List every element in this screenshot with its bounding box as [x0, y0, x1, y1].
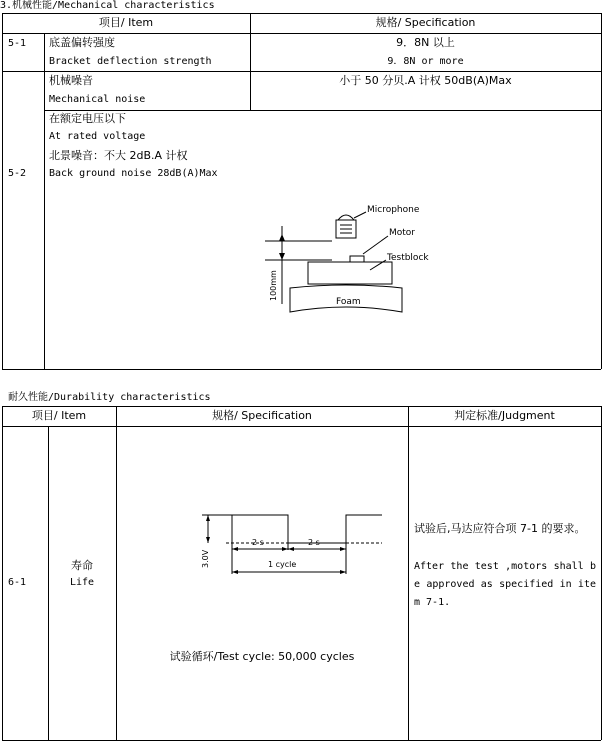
condition-cn: 在额定电压以下	[49, 112, 126, 125]
test-cycle-waveform	[196, 506, 386, 584]
row-number: 6-1	[8, 577, 27, 588]
voltage-label: 3.0V	[201, 549, 210, 568]
spec-value-cn: 9．8N 以上	[396, 36, 455, 49]
durability-header-judgment: 判定标准/Judgment	[454, 409, 555, 422]
durability-header-item: 项目/ Item	[31, 409, 87, 422]
durability-header-spec: 规格/ Specification	[212, 409, 312, 422]
item-name-en: Bracket deflection strength	[49, 56, 212, 67]
durability-section-title: 耐久性能/Durability characteristics	[8, 392, 211, 403]
foam-label: Foam	[336, 297, 361, 307]
item-name-en: Mechanical noise	[49, 94, 146, 105]
row-number: 5-2	[8, 168, 27, 179]
microphone-label: Microphone	[367, 205, 420, 215]
cycle-label: 1 cycle	[268, 560, 297, 569]
testblock-label: Testblock	[387, 253, 429, 263]
microphone-icon	[336, 215, 356, 238]
motor-label: Motor	[389, 228, 416, 238]
background-noise-cn: 北景噪音：不大 2dB.A 计权	[49, 149, 188, 162]
spec-value: 小于 50 分贝.A 计权 50dB(A)Max	[339, 74, 512, 87]
test-cycle-text: 试验循环/Test cycle: 50,000 cycles	[169, 650, 355, 663]
judgment-cn: 试验后,马达应符合项 7-1 的要求。	[414, 522, 586, 535]
off-time-label: 2 s	[308, 538, 320, 547]
distance-label: 100mm	[269, 270, 278, 301]
item-name-cn: 寿命	[71, 559, 93, 572]
item-name-cn: 底盖偏转强度	[49, 36, 115, 49]
judgment-en: After the test ,motors shall be approved as specified in item 7-1.	[414, 561, 596, 608]
item-name-cn: 机械噪音	[49, 74, 93, 87]
mechanical-header-spec: 规格/ Specification	[375, 16, 476, 29]
item-name-en: Life	[69, 577, 95, 588]
on-time-label: 2 s	[252, 538, 264, 547]
mechanical-header-item: 项目/ Item	[98, 16, 154, 29]
noise-test-diagram	[262, 198, 429, 318]
spec-value-en: 9．8N or more	[387, 56, 464, 67]
mechanical-section-title: 3.机械性能/Mechanical characteristics	[0, 0, 215, 11]
condition-en: At rated voltage	[49, 131, 146, 142]
row-number: 5-1	[8, 38, 27, 49]
background-noise-en: Back ground noise 28dB(A)Max	[49, 168, 218, 179]
